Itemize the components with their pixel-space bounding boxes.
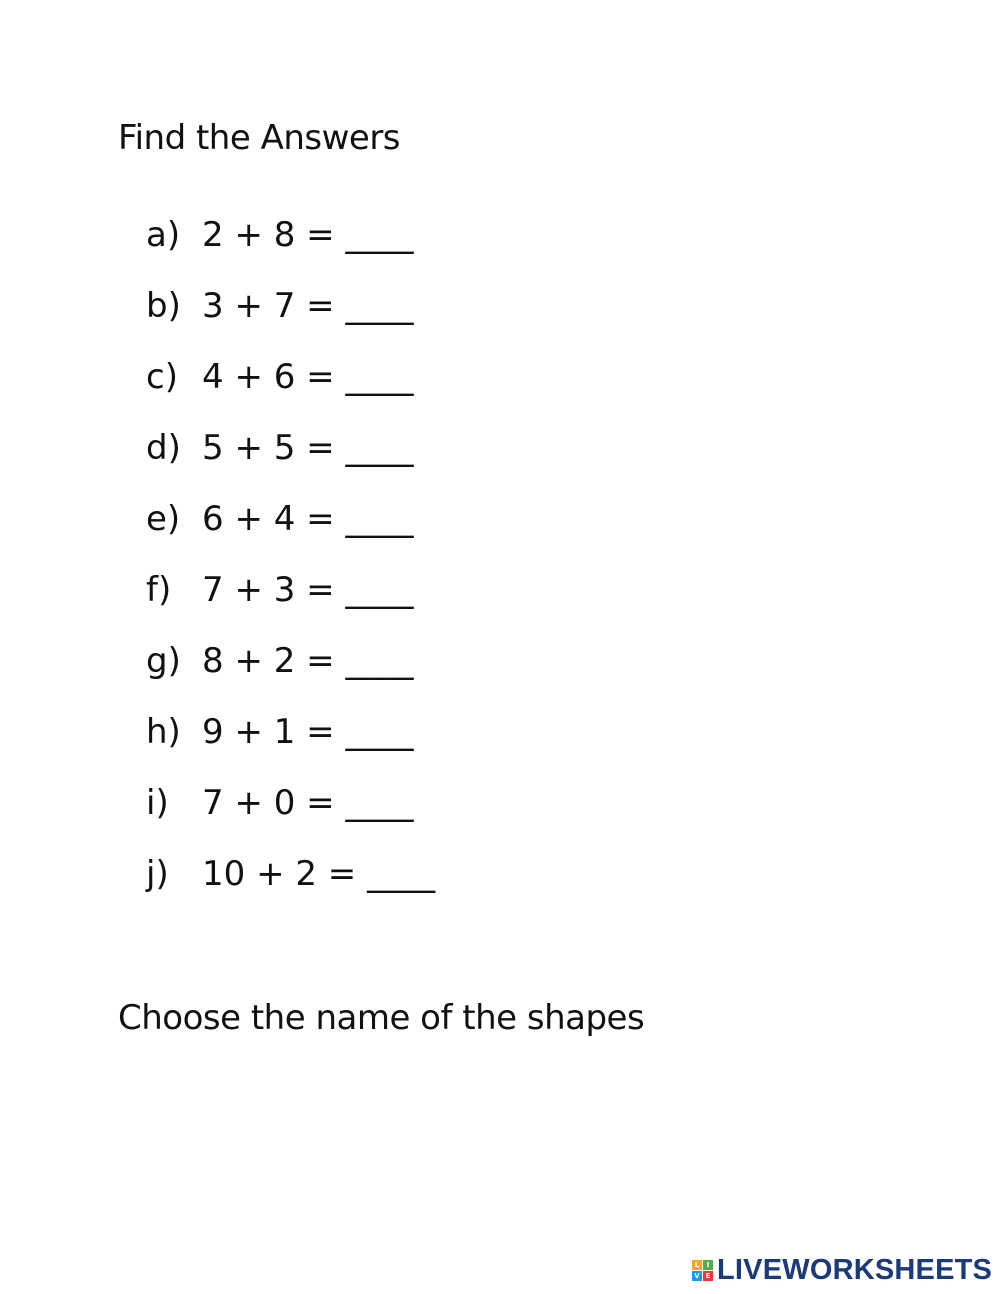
problem-letter: h) (146, 712, 181, 752)
answer-blank[interactable]: ____ (345, 712, 414, 752)
problem-letter: e) (146, 499, 181, 539)
problem-item (146, 707, 435, 778)
problem-letter: i) (146, 783, 169, 823)
problem-item (146, 494, 435, 565)
answer-blank[interactable]: ____ (345, 357, 414, 397)
problem-expression: 7 + 0 = (202, 783, 335, 823)
problem-letter: c) (146, 357, 178, 397)
problem-expression: 6 + 4 = (202, 499, 335, 539)
logo-letter: L (692, 1260, 702, 1270)
answer-blank[interactable]: ____ (345, 286, 414, 326)
problem-list (146, 210, 435, 920)
answer-blank[interactable]: ____ (345, 499, 414, 539)
problem-item (146, 565, 435, 636)
logo-letter: E (703, 1271, 713, 1281)
problem-letter: f) (146, 570, 172, 610)
problem-expression: 4 + 6 = (202, 357, 335, 397)
problem-item (146, 352, 435, 423)
liveworksheets-brand (692, 1254, 992, 1287)
problem-letter: a) (146, 215, 181, 255)
problem-expression: 5 + 5 = (202, 428, 335, 468)
problem-expression: 10 + 2 = (202, 854, 357, 894)
problem-item (146, 778, 435, 849)
problem-item (146, 423, 435, 494)
problem-item (146, 210, 435, 281)
logo-letter: V (692, 1271, 702, 1281)
answer-blank[interactable]: ____ (367, 854, 436, 894)
problem-expression: 8 + 2 = (202, 641, 335, 681)
brand-wordmark: LIVEWORKSHEETS (717, 1254, 993, 1286)
section-title-choose-shapes: Choose the name of the shapes (118, 998, 645, 1038)
answer-blank[interactable]: ____ (345, 428, 414, 468)
answer-blank[interactable]: ____ (345, 783, 414, 823)
answer-blank[interactable]: ____ (345, 215, 414, 255)
problem-expression: 9 + 1 = (202, 712, 335, 752)
problem-item (146, 849, 435, 920)
problem-letter: g) (146, 641, 181, 681)
problem-letter: j) (146, 854, 169, 894)
answer-blank[interactable]: ____ (345, 641, 414, 681)
problem-expression: 7 + 3 = (202, 570, 335, 610)
problem-expression: 3 + 7 = (202, 286, 335, 326)
problem-expression: 2 + 8 = (202, 215, 335, 255)
section-title-find-answers: Find the Answers (118, 118, 401, 158)
problem-letter: b) (146, 286, 181, 326)
problem-letter: d) (146, 428, 181, 468)
logo-letter: I (703, 1260, 713, 1270)
problem-item (146, 636, 435, 707)
problem-item (146, 281, 435, 352)
liveworksheets-logo-icon (692, 1260, 713, 1281)
answer-blank[interactable]: ____ (345, 570, 414, 610)
